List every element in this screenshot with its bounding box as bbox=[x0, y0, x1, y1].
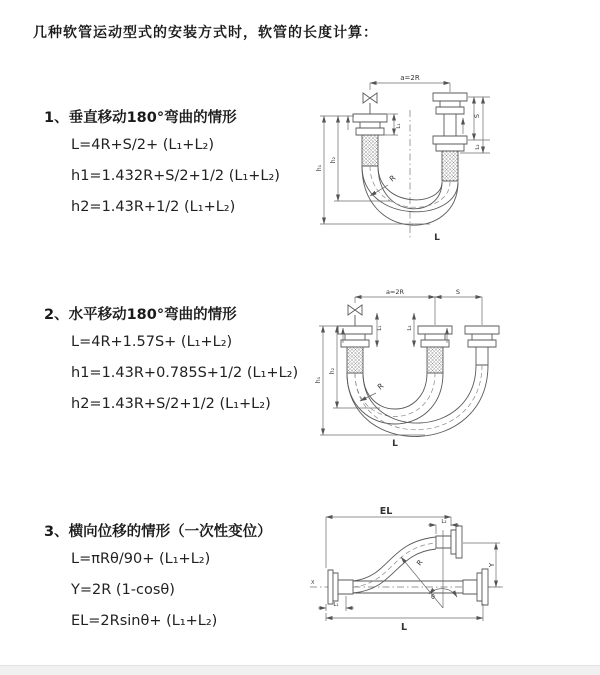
d2-length-label: L bbox=[392, 439, 398, 449]
d2-dim-s-label: S bbox=[455, 288, 461, 296]
d3-dim-l1-label: L₁ bbox=[333, 602, 339, 608]
d2-valve-icon bbox=[348, 305, 362, 315]
section-2-formula-h1: h1=1.43R+0.785S+1/2 (L₁+L₂) bbox=[71, 365, 299, 381]
d2-dim-h1-label: h₁ bbox=[315, 376, 322, 384]
section-3-heading: 3、横向位移的情形（一次性变位） bbox=[44, 524, 272, 540]
d2-dim-l2-label: L₂ bbox=[407, 325, 413, 331]
d2-left-hose-braid bbox=[347, 347, 363, 373]
d2-dim-a-label: a=2R bbox=[385, 288, 405, 296]
d1-valve-icon bbox=[363, 93, 377, 103]
page-title: 几种软管运动型式的安装方式时，软管的长度计算： bbox=[33, 25, 378, 41]
d3-length-label: L bbox=[400, 622, 408, 633]
d1-right-hose-braid bbox=[442, 151, 458, 181]
d1-dim-l2-label: L₂ bbox=[475, 144, 481, 150]
diagram-lateral-displacement bbox=[298, 500, 598, 660]
d1-dim-a-label: a=2R bbox=[400, 74, 420, 82]
d3-dim-el-label: EL bbox=[379, 506, 393, 517]
d1-dim-s-label: S bbox=[473, 113, 481, 119]
d3-dim-y-label: Y bbox=[488, 562, 496, 568]
d1-left-hose-braid bbox=[362, 135, 378, 166]
diagram-horizontal-180-bend bbox=[310, 283, 600, 458]
d3-angle-label: θ bbox=[431, 594, 435, 601]
diagram-vertical-180-bend bbox=[310, 68, 600, 258]
d3-axis-label: X bbox=[311, 580, 315, 586]
d2-dim-l1-label: L₁ bbox=[377, 325, 383, 331]
section-3-formula-L: L=πRθ/90+ (L₁+L₂) bbox=[71, 551, 211, 567]
section-1-formula-h1: h1=1.432R+S/2+1/2 (L₁+L₂) bbox=[71, 168, 280, 184]
d1-dim-h1-label: h₁ bbox=[316, 164, 323, 172]
d2-middle-hose-braid bbox=[427, 347, 443, 373]
section-1-formula-h2: h2=1.43R+1/2 (L₁+L₂) bbox=[71, 199, 236, 215]
section-1-formula-L: L=4R+S/2+ (L₁+L₂) bbox=[71, 137, 214, 153]
section-2-formula-L: L=4R+1.57S+ (L₁+L₂) bbox=[71, 334, 233, 350]
d2-radius-label: R bbox=[375, 381, 386, 392]
d1-radius-label: R bbox=[387, 173, 398, 184]
d3-dim-l2-label: L₂ bbox=[441, 519, 447, 525]
d1-dim-h2-label: h₂ bbox=[330, 156, 337, 164]
section-2-formula-h2: h2=1.43R+S/2+1/2 (L₁+L₂) bbox=[71, 396, 271, 412]
d1-dim-l1-label: L₁ bbox=[396, 123, 402, 129]
page-bottom-edge bbox=[0, 665, 600, 675]
section-1-heading: 1、垂直移动180°弯曲的情形 bbox=[44, 110, 237, 126]
section-3-formula-Y: Y=2R (1-cosθ) bbox=[71, 582, 175, 598]
section-2-heading: 2、水平移动180°弯曲的情形 bbox=[44, 307, 237, 323]
d3-radius-label: R bbox=[415, 558, 425, 568]
d2-dim-h2-label: h₂ bbox=[329, 367, 336, 375]
section-3-formula-EL: EL=2Rsinθ+ (L₁+L₂) bbox=[71, 613, 218, 629]
d1-length-label: L bbox=[434, 233, 440, 243]
